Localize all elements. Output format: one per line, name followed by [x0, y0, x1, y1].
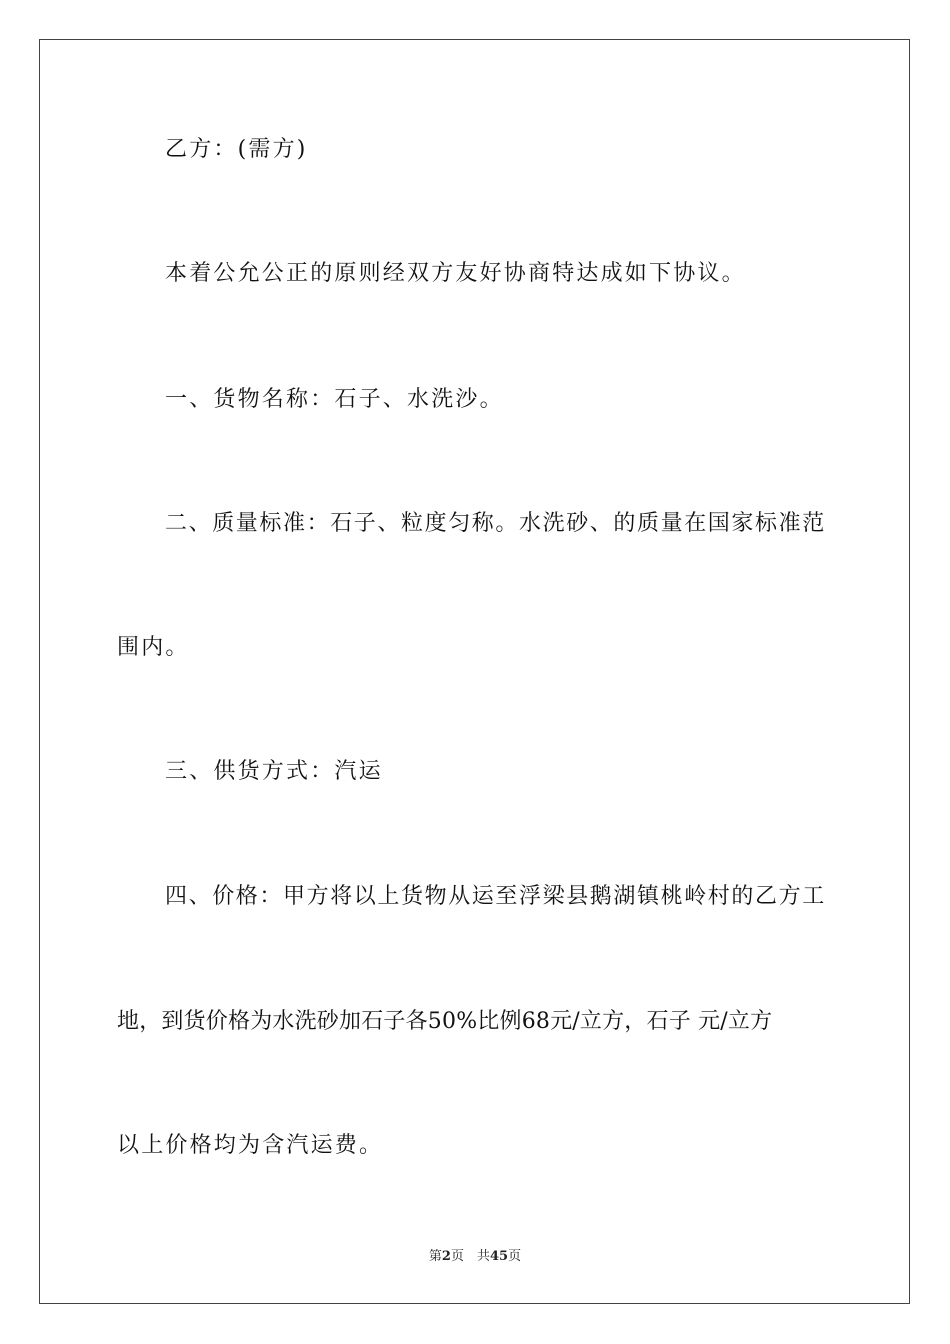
clause-price-line2: 地，到货价格为水洗砂加石子各50%比例68元/立方，石子 元/立方	[117, 1009, 773, 1034]
party-b-line: 乙方：(需方)	[165, 137, 308, 162]
clause-supply-method: 三、供货方式：汽运	[165, 759, 383, 784]
preamble-paragraph: 本着公允公正的原则经双方友好协商特达成如下协议。	[165, 261, 746, 286]
clause-price-line3: 以上价格均为含汽运费。	[117, 1133, 384, 1158]
total-pages-number: 45	[489, 1249, 509, 1264]
current-page-number: 2	[441, 1249, 451, 1264]
clause-price-line1: 四、价格：甲方将以上货物从运至浮梁县鹅湖镇桃岭村的乙方工	[165, 884, 826, 909]
clause-quality-line2: 围内。	[117, 635, 190, 660]
footer-mid: 页 共	[450, 1249, 490, 1264]
clause-goods-name: 一、货物名称：石子、水洗沙。	[165, 387, 504, 412]
clause-quality-line1: 二、质量标准：石子、粒度匀称。水洗砂、的质量在国家标准范	[165, 511, 826, 536]
footer-suffix: 页	[508, 1249, 522, 1264]
footer-prefix: 第	[428, 1249, 442, 1264]
page-footer	[0, 1248, 950, 1266]
page-border	[39, 39, 910, 1304]
